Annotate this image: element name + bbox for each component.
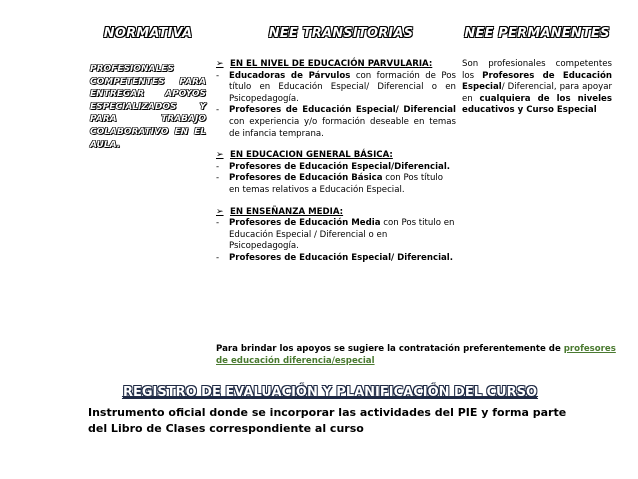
dash-bullet: -	[216, 252, 220, 263]
dash-bullet: -	[216, 173, 220, 184]
section-basica	[216, 150, 456, 196]
arrow-bullet-icon: ➢	[216, 59, 224, 69]
item-rest: con formación de Pos título en Educación Especial/ Diferencial o en Psicopedagogía.	[229, 70, 456, 104]
list-item	[216, 71, 456, 106]
arrow-bullet-icon: ➢	[216, 150, 224, 161]
section-media	[216, 207, 456, 265]
list-item	[216, 105, 456, 140]
normativa-text: PROFESIONALES COMPETENTES PARA ENTREGAR APOYOS ESPECIALIZADOS Y PARA TRABAJO COLABORATIVO EN EL AULA.	[90, 64, 206, 150]
item-bold: Profesores de Educación Básica	[229, 173, 383, 184]
registro-title: REGISTRO DE EVALUACIÓN Y PLANIFICACIÓN DEL CURSO	[122, 385, 538, 400]
perm-bold-1: Profesores de Educación Especial	[462, 70, 612, 93]
heading-text: EN EDUCACION GENERAL BÁSICA:	[230, 150, 393, 161]
dash-bullet: -	[216, 161, 220, 172]
item-body	[229, 71, 456, 106]
header-normativa: NORMATIVA	[103, 26, 193, 41]
transitorias-column	[216, 59, 456, 275]
item-body	[229, 173, 456, 196]
dash-bullet: -	[216, 105, 220, 116]
item-body	[229, 162, 456, 174]
item-bold: Profesores de Educación Especial/Diferencial.	[229, 161, 451, 172]
list-item	[216, 173, 456, 196]
perm-text-mid: / Diferencial, para apoyar en	[462, 82, 612, 104]
heading-text: EN ENSEÑANZA MEDIA:	[230, 206, 344, 217]
section-heading-basica	[216, 150, 456, 162]
item-rest: con Pos título en temas relativos a Educación Especial.	[229, 173, 444, 195]
perm-bold-2: cualquiera de los niveles educativos y Curso Especial	[462, 93, 612, 116]
registro-description: Instrumento oficial donde se incorporar las actividades del PIE y forma parte del Libro de Clases correspondiente al curso	[88, 406, 567, 435]
header-nee-permanentes: NEE PERMANENTES	[464, 26, 610, 41]
arrow-bullet-icon: ➢	[216, 206, 224, 217]
section-heading-media	[216, 207, 456, 219]
section-heading-parvularia	[216, 59, 456, 71]
item-bold: Educadoras de Párvulos	[229, 70, 351, 81]
header-nee-transitorias: NEE TRANSITORIAS	[268, 26, 414, 41]
header-row	[0, 26, 638, 48]
note-link[interactable]: profesores de educación diferencia/especial	[216, 344, 616, 366]
item-body	[229, 253, 456, 265]
note-text: Para brindar los apoyos se sugiere la contratación preferentemente de	[216, 344, 564, 354]
item-bold: Profesores de Educación Media	[229, 218, 381, 229]
perm-text-pre: Son profesionales competentes los	[462, 59, 612, 81]
item-rest: con experiencia y/o formación deseable en temas de infancia temprana.	[229, 116, 456, 139]
permanentes-text	[462, 59, 612, 117]
section-parvularia	[216, 59, 456, 140]
dash-bullet: -	[216, 218, 220, 229]
list-item	[216, 218, 456, 253]
heading-text: EN EL NIVEL DE EDUCACIÓN PARVULARIA:	[230, 59, 433, 69]
item-bold: Profesores de Educación Especial/ Diferencial	[229, 105, 456, 116]
item-body	[229, 105, 456, 140]
dash-bullet: -	[216, 70, 220, 81]
list-item	[216, 253, 456, 265]
item-bold: Profesores de Educación Especial/ Diferencial.	[229, 252, 454, 263]
list-item	[216, 162, 456, 174]
item-body	[229, 218, 456, 253]
item-rest: con Pos titulo en Educación Especial / Diferencial o en Psicopedagogía.	[229, 218, 455, 252]
contratacion-note	[216, 344, 616, 367]
